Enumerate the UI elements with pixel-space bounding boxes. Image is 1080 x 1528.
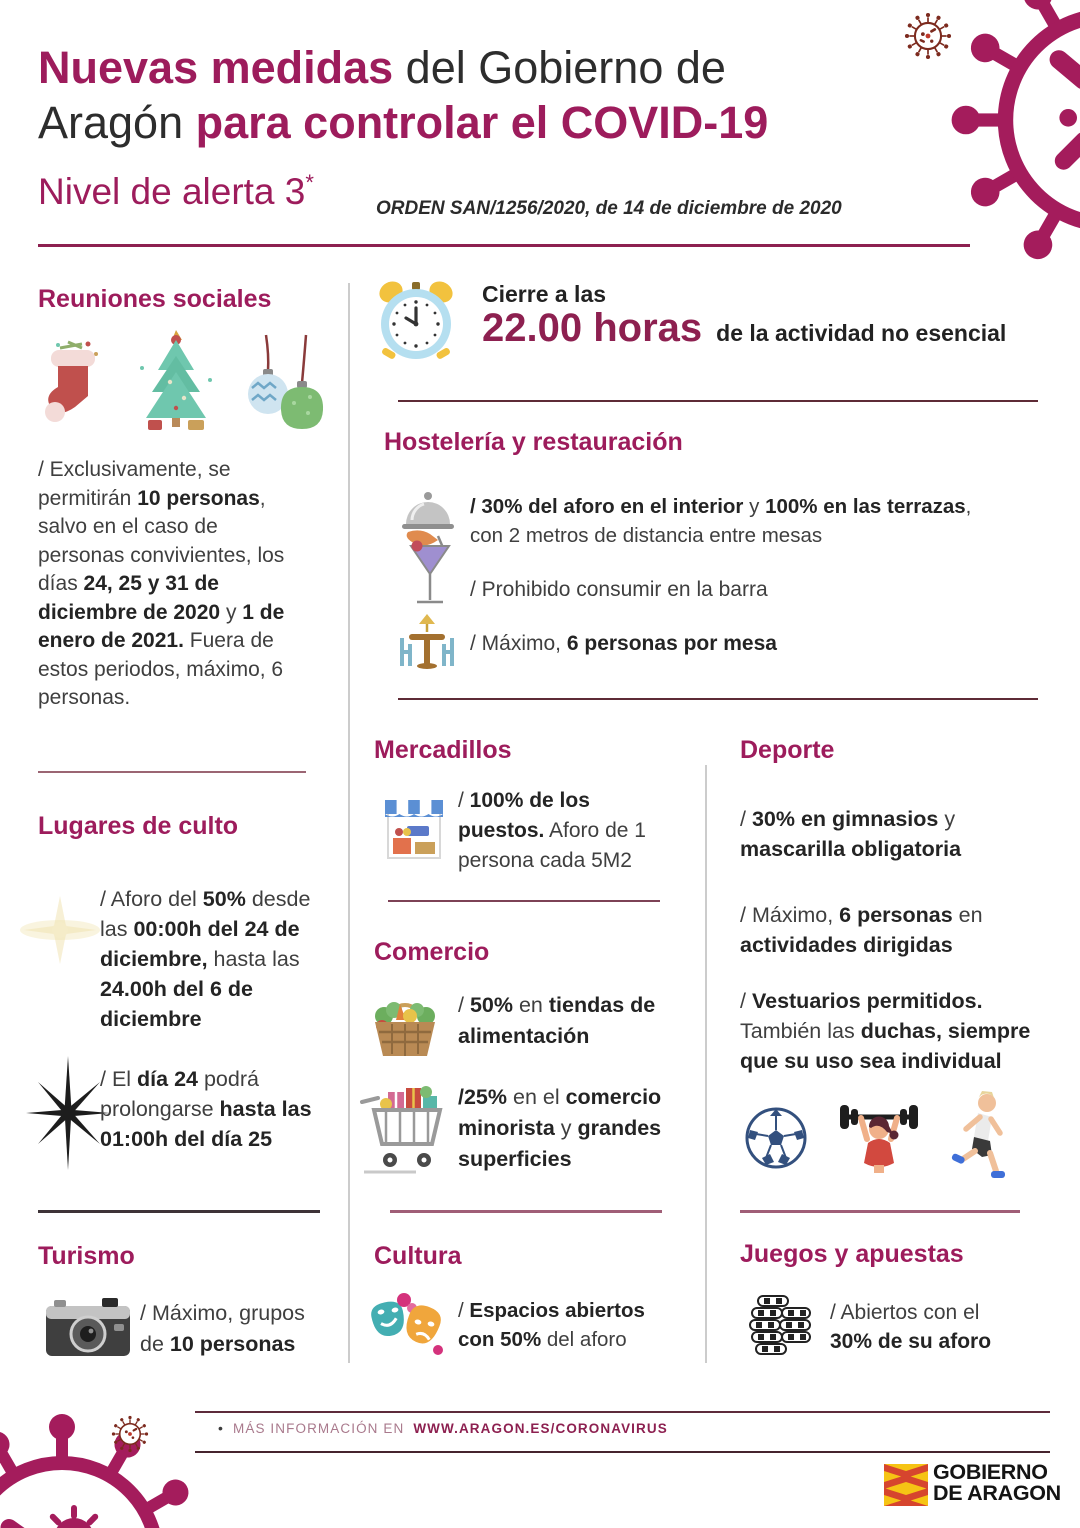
divider bbox=[38, 771, 306, 773]
comercio-item-text: /25% en el comercio minorista y grandes superficies bbox=[458, 1085, 662, 1171]
shopping-cart-icon bbox=[358, 1082, 446, 1176]
footer-divider bbox=[195, 1451, 1050, 1453]
deporte-item-text: / Vestuarios permitidos. También las duchas, siempre que su uso sea individual bbox=[740, 989, 1031, 1073]
divider bbox=[38, 1210, 320, 1213]
hosteleria-item-text: / Prohibido consumir en la barra bbox=[470, 578, 768, 601]
alert-asterisk: * bbox=[305, 170, 314, 195]
food-basket-icon bbox=[370, 994, 440, 1058]
mercadillos-item-text: / 100% de los puestos. Aforo de 1 persona cada 5M2 bbox=[458, 789, 646, 872]
deporte-item-text: / 30% en gimnasios y mascarilla obligatoria bbox=[740, 807, 962, 861]
footer-divider bbox=[195, 1411, 1050, 1413]
christmas-icons-row bbox=[38, 330, 330, 438]
header-divider bbox=[38, 244, 970, 247]
bullet-icon: • bbox=[218, 1420, 225, 1436]
aragon-flag-icon bbox=[884, 1462, 928, 1513]
footer-info-url[interactable]: WWW.ARAGON.ES/CORONAVIRUS bbox=[413, 1421, 668, 1436]
closing-time-text: 22.00 horas bbox=[482, 306, 703, 350]
page-title: Nuevas medidas del Gobierno de Aragón para controlar el COVID-19 bbox=[38, 42, 769, 148]
section-title-reuniones: Reuniones sociales bbox=[38, 285, 272, 313]
section-title-hosteleria: Hostelería y restauración bbox=[384, 428, 683, 456]
section-title-turismo: Turismo bbox=[38, 1242, 135, 1270]
gobierno-logo-line1: GOBIERNO bbox=[933, 1460, 1048, 1484]
turismo-item-text: / Máximo, grupos de 10 personas bbox=[140, 1301, 305, 1356]
section-title-cultura: Cultura bbox=[374, 1242, 462, 1270]
comercio-item-text: / 50% en tiendas de alimentación bbox=[458, 993, 656, 1048]
hosteleria-item-text: / Máximo, 6 personas por mesa bbox=[470, 632, 777, 655]
star-icon bbox=[24, 1056, 112, 1170]
gobierno-de-aragon-logo bbox=[884, 1462, 1061, 1513]
terrace-table-icon bbox=[396, 612, 458, 672]
coronavirus-illustration bbox=[945, 0, 1080, 285]
christmas-tree-icon bbox=[132, 328, 220, 438]
stocking-icon bbox=[38, 338, 108, 438]
deporte-item-text: / Máximo, 6 personas en actividades dirigidas bbox=[740, 903, 983, 957]
section-title-deporte: Deporte bbox=[740, 736, 835, 764]
ornaments-icon bbox=[244, 333, 326, 438]
footer-info bbox=[218, 1420, 668, 1436]
column-divider bbox=[348, 283, 350, 1363]
cocktail-icon bbox=[408, 534, 452, 616]
alert-level-text: Nivel de alerta 3 bbox=[38, 171, 306, 212]
reuniones-body-text: / Exclusivamente, se permitirán 10 personas, salvo en el caso de personas convivientes, los días 24, 25 y 31 de diciembre de 2020 y 1 de enero de 2021. Fuera de estos periodos, máximo, 6 personas. bbox=[38, 458, 285, 709]
closing-suffix-text: de la actividad no esencial bbox=[716, 320, 1007, 346]
culto-item-text: / Aforo del 50% desde las 00:00h del 24 de diciembre, hasta las 24.00h del 6 de diciembre bbox=[100, 887, 311, 1031]
divider bbox=[398, 400, 1038, 402]
soccer-ball-icon bbox=[744, 1106, 808, 1175]
hosteleria-item-text: / 30% del aforo en el interior y 100% en las terrazas, con 2 metros de distancia entre mesas bbox=[470, 495, 972, 547]
gobierno-logo-text bbox=[933, 1462, 1061, 1504]
alert-level-heading bbox=[38, 170, 314, 213]
section-title-mercadillos: Mercadillos bbox=[374, 736, 512, 764]
divider bbox=[388, 900, 660, 902]
gobierno-logo-line2: DE ARAGON bbox=[933, 1481, 1061, 1505]
divider bbox=[740, 1210, 1020, 1213]
footer-info-label: MÁS INFORMACIÓN EN bbox=[233, 1421, 405, 1436]
section-title-juegos: Juegos y apuestas bbox=[740, 1240, 964, 1268]
divider bbox=[398, 698, 1038, 700]
section-title-comercio: Comercio bbox=[374, 938, 490, 966]
faded-candle-glow-icon bbox=[16, 878, 104, 974]
theater-masks-icon bbox=[368, 1288, 448, 1362]
poker-chips-icon bbox=[744, 1294, 816, 1360]
closing-prefix-text: Cierre a las bbox=[482, 281, 607, 307]
cultura-item-text: / Espacios abiertos con 50% del aforo bbox=[458, 1299, 645, 1351]
camera-icon bbox=[44, 1294, 132, 1360]
divider bbox=[390, 1210, 662, 1213]
coronavirus-outline-icon bbox=[108, 1412, 152, 1456]
culto-item-text: / El día 24 podrá prolongarse hasta las 01:00h del día 25 bbox=[100, 1067, 312, 1151]
juegos-item-text: / Abiertos con el 30% de su aforo bbox=[830, 1301, 992, 1353]
alarm-clock-icon bbox=[370, 274, 462, 368]
coronavirus-illustration bbox=[0, 1408, 212, 1528]
sports-icons-row bbox=[744, 1094, 1054, 1186]
order-reference: ORDEN SAN/1256/2020, de 14 de diciembre de 2020 bbox=[376, 198, 842, 219]
weightlifter-icon bbox=[838, 1095, 920, 1186]
runner-icon bbox=[950, 1091, 1012, 1190]
column-divider bbox=[705, 765, 707, 1363]
market-stall-icon bbox=[383, 796, 445, 862]
section-title-culto: Lugares de culto bbox=[38, 812, 239, 840]
closing-time-row bbox=[482, 306, 1006, 351]
